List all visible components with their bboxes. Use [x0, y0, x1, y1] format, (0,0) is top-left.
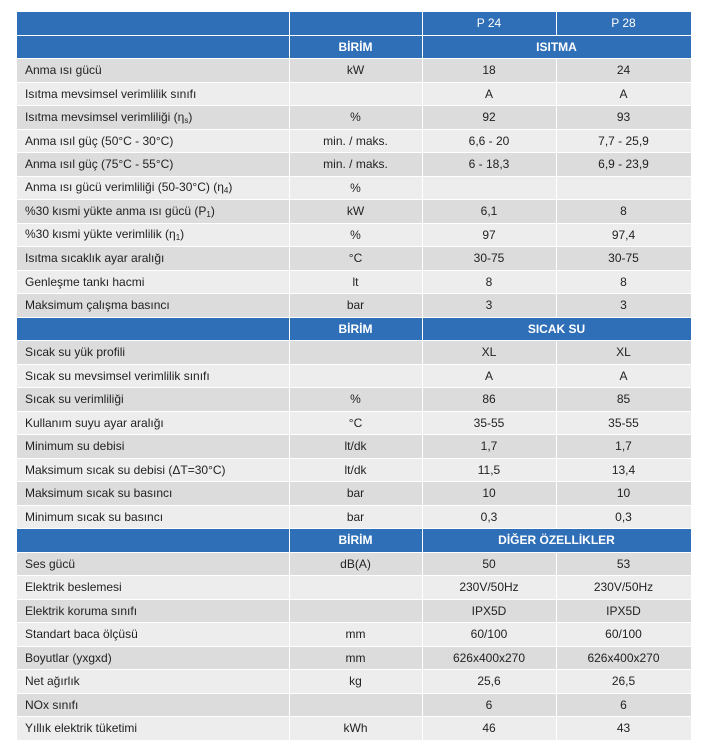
spec-label — [17, 388, 289, 412]
spec-value-p24: XL — [422, 341, 556, 365]
spec-value-p28: 85 — [556, 388, 691, 412]
spec-label-subscript: 4 — [223, 186, 229, 196]
spec-unit — [289, 576, 422, 600]
spec-value-p24: 50 — [422, 552, 556, 576]
spec-value-p28: 0,3 — [556, 505, 691, 529]
spec-row — [17, 106, 691, 130]
spec-value-p24: A — [422, 82, 556, 106]
spec-value-p28: 35-55 — [556, 411, 691, 435]
spec-unit: % — [289, 388, 422, 412]
spec-label-text: Sıcak su verimliliği — [25, 392, 124, 407]
spec-value-p28: 6 — [556, 693, 691, 717]
spec-row — [17, 294, 691, 318]
spec-label-text: Isıtma mevsimsel verimliliği (η — [25, 109, 185, 124]
spec-value-p24: 86 — [422, 388, 556, 412]
spec-unit: °C — [289, 247, 422, 271]
spec-label-text: Maksimum sıcak su basıncı — [25, 486, 173, 501]
spec-label — [17, 505, 289, 529]
spec-label — [17, 270, 289, 294]
spec-value-p24: 230V/50Hz — [422, 576, 556, 600]
spec-label — [17, 576, 289, 600]
spec-value-p24: 626x400x270 — [422, 646, 556, 670]
model-header-row — [17, 12, 691, 35]
spec-label-subscript: s — [184, 115, 189, 125]
section-header-empty — [17, 529, 289, 553]
spec-row — [17, 153, 691, 177]
spec-value-p28: 626x400x270 — [556, 646, 691, 670]
spec-value-p28: 24 — [556, 59, 691, 83]
spec-label — [17, 364, 289, 388]
spec-label — [17, 717, 289, 741]
spec-row — [17, 482, 691, 506]
spec-label-text: Anma ısıl güç (50°C - 30°C) — [25, 133, 174, 148]
spec-label — [17, 223, 289, 247]
spec-label-text: Yıllık elektrik tüketimi — [25, 721, 138, 736]
spec-value-p28: 93 — [556, 106, 691, 130]
spec-label-text: NOx sınıfı — [25, 697, 79, 712]
section-unit-header: BİRİM — [289, 529, 422, 553]
spec-label-text: Anma ısı gücü verimliliği (50-30°C) (η — [25, 180, 224, 195]
spec-value-p24: 97 — [422, 223, 556, 247]
spec-value-p28: 53 — [556, 552, 691, 576]
section-header-row — [17, 35, 691, 59]
spec-row — [17, 411, 691, 435]
spec-value-p28: IPX5D — [556, 599, 691, 623]
spec-label — [17, 176, 289, 200]
spec-row — [17, 717, 691, 741]
spec-value-p24: A — [422, 364, 556, 388]
spec-label — [17, 200, 289, 224]
section-header-row — [17, 529, 691, 553]
spec-label-text: Elektrik koruma sınıfı — [25, 603, 138, 618]
spec-unit: °C — [289, 411, 422, 435]
spec-label-tail: ) — [228, 180, 233, 195]
spec-label-text: Sıcak su yük profili — [25, 345, 126, 360]
section-unit-header: BİRİM — [289, 35, 422, 59]
spec-label-text: Isıtma sıcaklık ayar aralığı — [25, 251, 165, 266]
spec-label-subscript: 1 — [175, 233, 181, 243]
section-title: DİĞER ÖZELLİKLER — [422, 529, 691, 553]
spec-row — [17, 270, 691, 294]
spec-label-text: Genleşme tankı hacmi — [25, 274, 145, 289]
spec-value-p28 — [556, 176, 691, 200]
section-title: ISITMA — [422, 35, 691, 59]
spec-value-p24: 6 — [422, 693, 556, 717]
header-model-p28: P 28 — [556, 12, 691, 35]
spec-row — [17, 247, 691, 271]
spec-value-p28: 97,4 — [556, 223, 691, 247]
section-title: SICAK SU — [422, 317, 691, 341]
spec-row — [17, 505, 691, 529]
spec-unit: kWh — [289, 717, 422, 741]
spec-unit: min. / maks. — [289, 129, 422, 153]
section-header-empty — [17, 317, 289, 341]
spec-value-p28: 10 — [556, 482, 691, 506]
spec-value-p24: 6,1 — [422, 200, 556, 224]
spec-row — [17, 576, 691, 600]
header-empty-unit — [289, 12, 422, 35]
spec-row — [17, 435, 691, 459]
spec-label — [17, 129, 289, 153]
spec-row — [17, 623, 691, 647]
spec-unit: min. / maks. — [289, 153, 422, 177]
spec-unit — [289, 341, 422, 365]
spec-label-text: Boyutlar (yxgxd) — [25, 650, 112, 665]
spec-label — [17, 552, 289, 576]
spec-value-p24: 18 — [422, 59, 556, 83]
spec-label — [17, 670, 289, 694]
spec-value-p24: 60/100 — [422, 623, 556, 647]
spec-label-text: Ses gücü — [25, 556, 76, 571]
spec-value-p28: 8 — [556, 200, 691, 224]
spec-label — [17, 153, 289, 177]
spec-unit — [289, 599, 422, 623]
spec-row — [17, 364, 691, 388]
spec-value-p24: 30-75 — [422, 247, 556, 271]
spec-value-p28: A — [556, 364, 691, 388]
spec-value-p28: 43 — [556, 717, 691, 741]
spec-value-p24: 6,6 - 20 — [422, 129, 556, 153]
spec-label — [17, 599, 289, 623]
spec-value-p24: 3 — [422, 294, 556, 318]
spec-row — [17, 176, 691, 200]
spec-label — [17, 458, 289, 482]
section-header-empty — [17, 35, 289, 59]
spec-value-p28: 30-75 — [556, 247, 691, 271]
spec-unit: % — [289, 176, 422, 200]
spec-row — [17, 388, 691, 412]
spec-label-text: Maksimum çalışma basıncı — [25, 298, 170, 313]
spec-label — [17, 411, 289, 435]
spec-value-p24: 35-55 — [422, 411, 556, 435]
spec-value-p28: 1,7 — [556, 435, 691, 459]
spec-value-p24: 92 — [422, 106, 556, 130]
spec-label — [17, 247, 289, 271]
spec-row — [17, 646, 691, 670]
spec-row — [17, 552, 691, 576]
spec-label-text: Net ağırlık — [25, 674, 80, 689]
section-header-row — [17, 317, 691, 341]
header-model-p24: P 24 — [422, 12, 556, 35]
spec-label-tail: ) — [210, 203, 215, 218]
spec-unit — [289, 82, 422, 106]
spec-unit: kW — [289, 200, 422, 224]
spec-label-text: Minimum sıcak su basıncı — [25, 509, 164, 524]
spec-row — [17, 670, 691, 694]
spec-unit: mm — [289, 646, 422, 670]
spec-label — [17, 294, 289, 318]
spec-row — [17, 223, 691, 247]
spec-value-p24: 46 — [422, 717, 556, 741]
spec-row — [17, 82, 691, 106]
spec-label-text: Standart baca ölçüsü — [25, 627, 138, 642]
spec-label — [17, 646, 289, 670]
spec-unit: lt/dk — [289, 458, 422, 482]
spec-table-body — [17, 12, 691, 740]
spec-row — [17, 341, 691, 365]
spec-value-p24: 8 — [422, 270, 556, 294]
spec-unit: lt/dk — [289, 435, 422, 459]
spec-value-p28: 13,4 — [556, 458, 691, 482]
spec-label — [17, 82, 289, 106]
spec-label — [17, 482, 289, 506]
spec-value-p28: 8 — [556, 270, 691, 294]
spec-table — [17, 12, 692, 741]
spec-unit: kg — [289, 670, 422, 694]
spec-value-p24: 10 — [422, 482, 556, 506]
spec-unit: bar — [289, 505, 422, 529]
spec-label — [17, 59, 289, 83]
spec-row — [17, 59, 691, 83]
spec-value-p24: 1,7 — [422, 435, 556, 459]
spec-label-subscript: 1 — [206, 209, 211, 219]
spec-label — [17, 623, 289, 647]
spec-unit: lt — [289, 270, 422, 294]
spec-value-p28: 60/100 — [556, 623, 691, 647]
spec-value-p28: XL — [556, 341, 691, 365]
spec-label — [17, 106, 289, 130]
spec-value-p28: A — [556, 82, 691, 106]
spec-value-p24 — [422, 176, 556, 200]
section-unit-header: BİRİM — [289, 317, 422, 341]
spec-unit: dB(A) — [289, 552, 422, 576]
spec-label-text: Isıtma mevsimsel verimlilik sınıfı — [25, 86, 197, 101]
spec-label — [17, 435, 289, 459]
spec-label — [17, 693, 289, 717]
spec-unit: bar — [289, 482, 422, 506]
spec-label-text: Sıcak su mevsimsel verimlilik sınıfı — [25, 368, 210, 383]
spec-unit: % — [289, 106, 422, 130]
spec-row — [17, 200, 691, 224]
spec-value-p28: 230V/50Hz — [556, 576, 691, 600]
spec-row — [17, 458, 691, 482]
spec-row — [17, 129, 691, 153]
spec-label-text: %30 kısmi yükte verimlilik (η — [25, 227, 176, 242]
spec-label-text: Maksimum sıcak su debisi (ΔT=30°C) — [25, 462, 226, 477]
spec-unit: mm — [289, 623, 422, 647]
spec-unit: bar — [289, 294, 422, 318]
spec-label-text: %30 kısmi yükte anma ısı gücü (P — [25, 203, 207, 218]
spec-label-text: Minimum su debisi — [25, 439, 125, 454]
spec-label-text: Elektrik beslemesi — [25, 580, 122, 595]
spec-unit — [289, 693, 422, 717]
spec-value-p28: 26,5 — [556, 670, 691, 694]
spec-value-p28: 3 — [556, 294, 691, 318]
spec-value-p28: 6,9 - 23,9 — [556, 153, 691, 177]
spec-value-p24: IPX5D — [422, 599, 556, 623]
spec-row — [17, 599, 691, 623]
spec-value-p24: 0,3 — [422, 505, 556, 529]
spec-unit: % — [289, 223, 422, 247]
spec-label-text: Anma ısı gücü — [25, 63, 102, 78]
spec-value-p24: 25,6 — [422, 670, 556, 694]
spec-unit: kW — [289, 59, 422, 83]
spec-value-p24: 11,5 — [422, 458, 556, 482]
spec-label — [17, 341, 289, 365]
spec-unit — [289, 364, 422, 388]
spec-label-text: Kullanım suyu ayar aralığı — [25, 415, 164, 430]
spec-label-tail: ) — [188, 109, 193, 124]
header-empty-label — [17, 12, 289, 35]
spec-label-text: Anma ısıl güç (75°C - 55°C) — [25, 157, 174, 172]
spec-value-p28: 7,7 - 25,9 — [556, 129, 691, 153]
spec-label-tail: ) — [180, 227, 185, 242]
spec-row — [17, 693, 691, 717]
spec-value-p24: 6 - 18,3 — [422, 153, 556, 177]
